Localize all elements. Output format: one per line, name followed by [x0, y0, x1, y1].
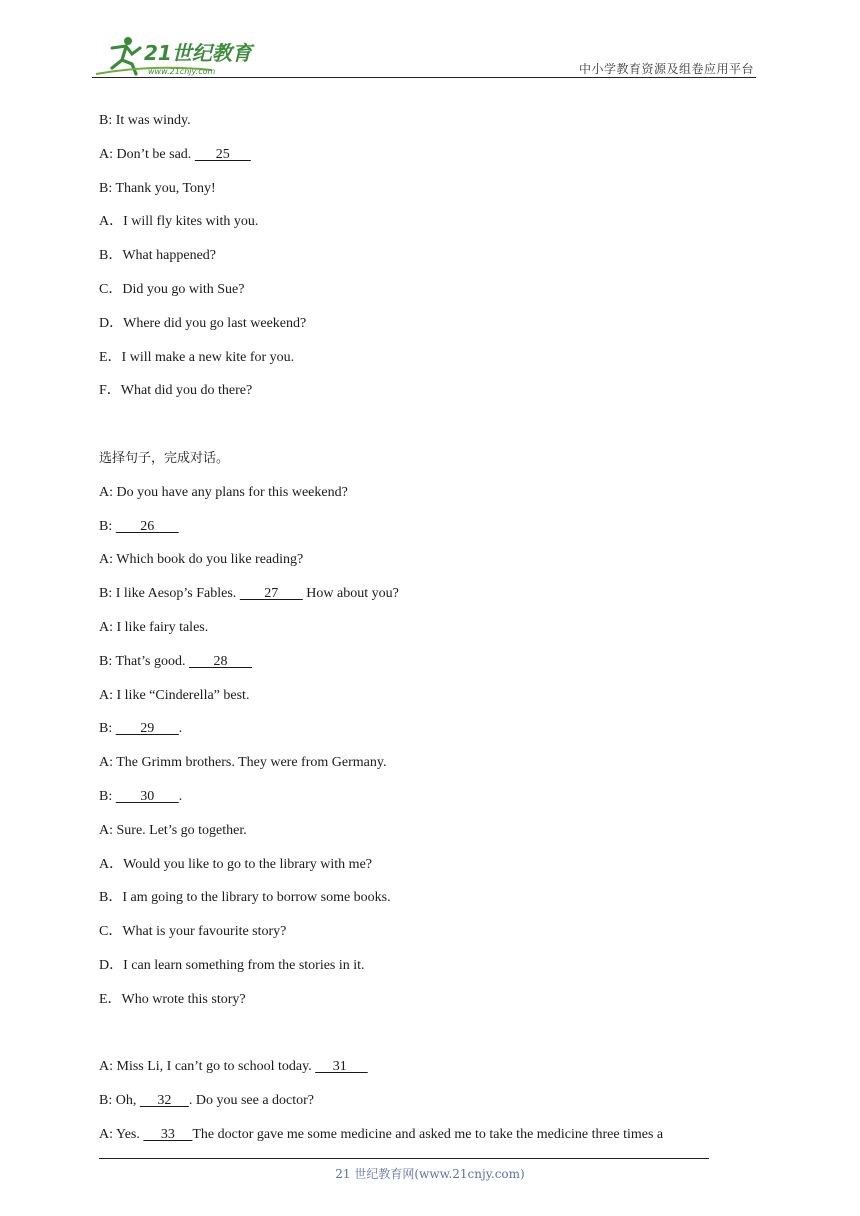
- option-a: A．Would you like to go to the library with me?: [99, 856, 372, 872]
- section-instruction: 选择句子，完成对话。: [99, 450, 230, 466]
- option-e: E．Who wrote this story?: [99, 991, 246, 1007]
- line-text: B: That’s good.: [99, 653, 189, 669]
- dialogue-line: A: Sure. Let’s go together.: [99, 822, 247, 838]
- option-a: A．I will fly kites with you.: [99, 214, 259, 230]
- blank-33: 33: [143, 1126, 193, 1142]
- dialogue-line: [99, 1118, 759, 1152]
- line-text: A: Yes.: [99, 1126, 144, 1142]
- logo-text: 21世纪教育: [144, 41, 252, 65]
- dialogue-line: [99, 510, 759, 544]
- platform-name: 中小学教育资源及组卷应用平台: [578, 62, 754, 76]
- blank-26: 26: [115, 518, 179, 534]
- dialogue-line: A: Which book do you like reading?: [99, 552, 304, 568]
- option-d: D．I can learn something from the stories in it.: [99, 957, 365, 973]
- header-divider: [92, 77, 756, 78]
- blank-27: 27: [239, 586, 303, 602]
- line-text: B:: [99, 518, 116, 534]
- option-b: B．I am going to the library to borrow some books.: [99, 890, 391, 906]
- line-text: B:: [99, 721, 116, 737]
- blank-30: 30: [115, 788, 179, 804]
- dialogue-line: [99, 1050, 759, 1084]
- option-f: F．What did you do there?: [99, 383, 253, 399]
- exercise-content: [99, 104, 759, 1152]
- spacer: [99, 1017, 759, 1051]
- dialogue-line: B: It was windy.: [99, 113, 191, 128]
- line-text: How about you?: [302, 586, 399, 602]
- page-header: [92, 30, 756, 78]
- blank-28: 28: [188, 653, 252, 669]
- blank-32: 32: [139, 1093, 189, 1109]
- dialogue-line: [99, 1084, 759, 1118]
- blank-25: 25: [194, 146, 251, 162]
- line-text: . Do you see a doctor?: [188, 1093, 315, 1109]
- line-text: .: [178, 788, 183, 804]
- dialogue-line: A: Do you have any plans for this weekend?: [99, 484, 348, 500]
- dialogue-line: A: I like fairy tales.: [99, 619, 209, 635]
- line-text: B:: [99, 788, 116, 804]
- option-e: E．I will make a new kite for you.: [99, 349, 295, 365]
- line-text: A: Don’t be sad.: [99, 146, 195, 162]
- footer-divider: [99, 1158, 709, 1159]
- site-logo: [92, 34, 262, 78]
- line-text: B: I like Aesop’s Fables.: [99, 586, 240, 602]
- line-text: B: Oh,: [99, 1093, 140, 1109]
- blank-29: 29: [115, 721, 179, 737]
- footer-link[interactable]: 21 世纪教育网(www.21cnjy.com): [335, 1167, 525, 1181]
- option-b: B．What happened?: [99, 248, 217, 264]
- line-text: The doctor gave me some medicine and asked me to take the medicine three times a: [192, 1126, 664, 1142]
- line-text: A: Miss Li, I can’t go to school today.: [99, 1059, 316, 1075]
- dialogue-line: B: Thank you, Tony!: [99, 180, 216, 196]
- option-d: D．Where did you go last weekend?: [99, 315, 307, 331]
- dialogue-line: [99, 138, 759, 172]
- dialogue-line: [99, 712, 759, 746]
- dialogue-line: [99, 780, 759, 814]
- line-text: .: [178, 721, 183, 737]
- dialogue-line: [99, 577, 759, 611]
- dialogue-line: [99, 645, 759, 679]
- spacer: [99, 408, 759, 442]
- dialogue-line: A: I like “Cinderella” best.: [99, 687, 250, 703]
- logo-url: www.21cnjy.com: [148, 67, 216, 76]
- blank-31: 31: [315, 1059, 368, 1075]
- dialogue-line: A: The Grimm brothers. They were from Germany.: [99, 755, 387, 771]
- option-c: C．Did you go with Sue?: [99, 281, 245, 297]
- option-c: C．What is your favourite story?: [99, 924, 287, 940]
